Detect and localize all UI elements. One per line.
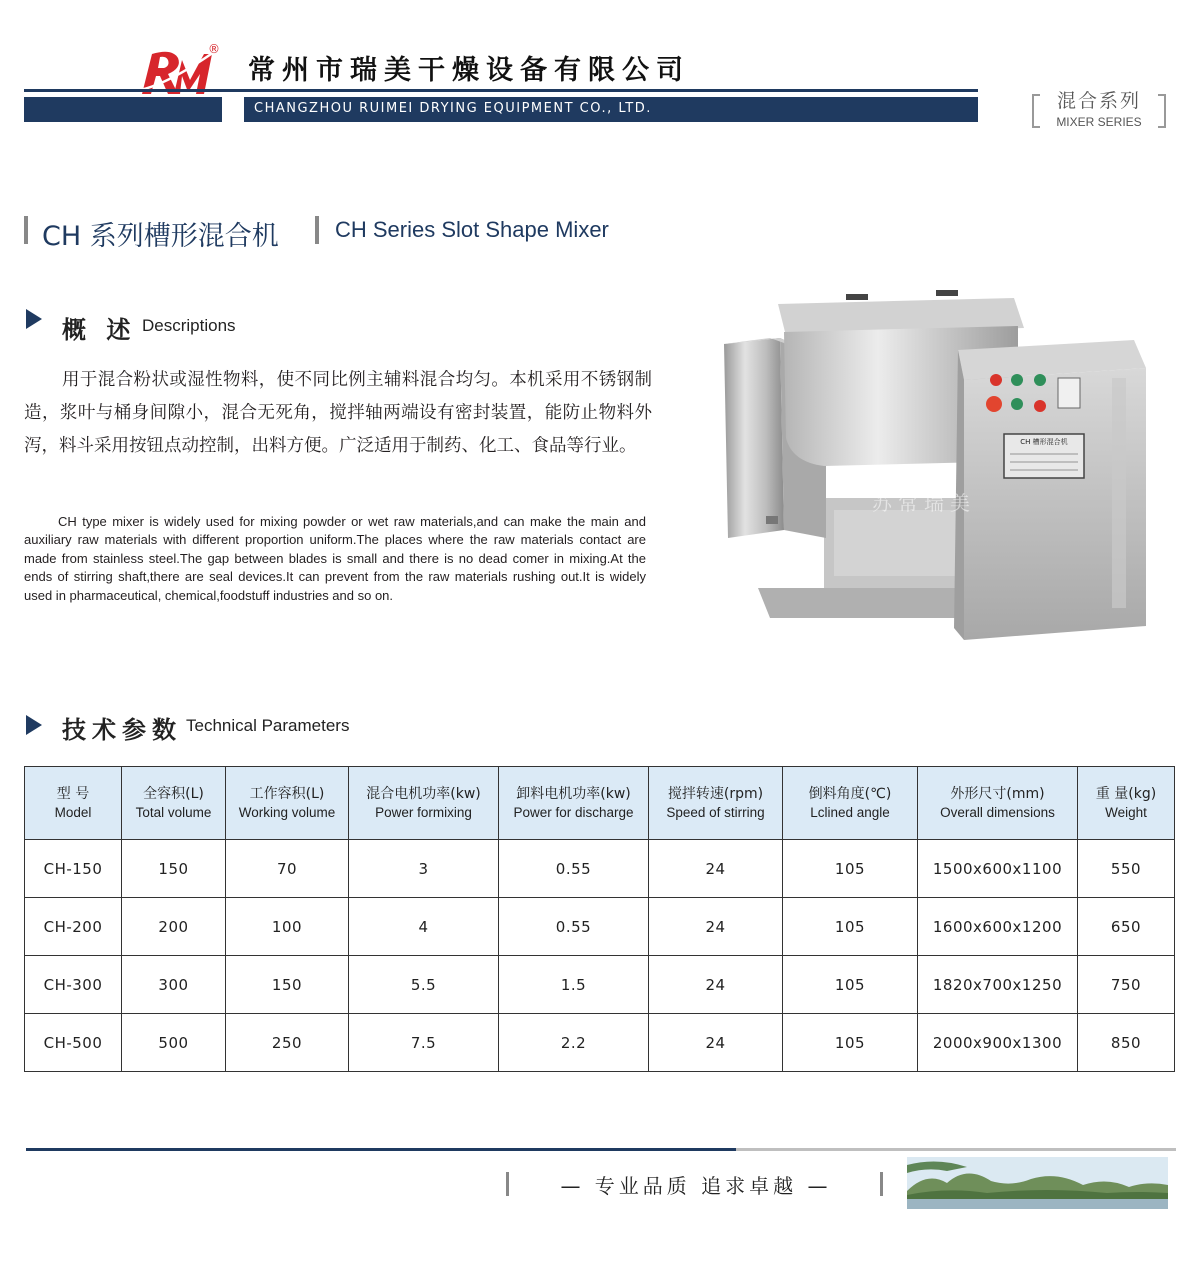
descriptions-heading-cn: 概 述	[62, 316, 137, 344]
table-cell: CH-150	[25, 840, 122, 898]
table-cell: 150	[226, 956, 349, 1014]
table-cell: 3	[349, 840, 499, 898]
column-header: 外形尺寸(mm) Overall dimensions	[918, 767, 1078, 840]
table-cell: 1600x600x1200	[918, 898, 1078, 956]
footer-line-dark	[26, 1148, 736, 1151]
description-text-en: CH type mixer is widely used for mixing powder or wet raw materials,and can make the main and auxiliary raw materials with different proportion uniform.The places where the raw materials contact are made from stainless steel.The gap between blades is small and there is no dead comer in mixing.At the ends of stirring shaft,there are seal devices.It can prevent from the raw materials rushing out.It is widely used in pharmaceutical, chemical,foodstuff industries and so on.	[24, 514, 646, 603]
table-cell: 0.55	[499, 840, 649, 898]
table-cell: 150	[122, 840, 226, 898]
table-cell: 0.55	[499, 898, 649, 956]
parameters-table	[24, 766, 1175, 1072]
table-cell: 24	[649, 956, 783, 1014]
table-cell: 1820x700x1250	[918, 956, 1078, 1014]
table-cell: 105	[783, 898, 918, 956]
registered-mark: ®	[208, 42, 220, 56]
column-header: 全容积(L) Total volume	[122, 767, 226, 840]
table-cell: 200	[122, 898, 226, 956]
company-name-en: CHANGZHOU RUIMEI DRYING EQUIPMENT CO., LTD.	[254, 101, 652, 116]
table-cell: 5.5	[349, 956, 499, 1014]
table-cell: 100	[226, 898, 349, 956]
footer-line-light	[736, 1148, 1176, 1151]
parameters-heading-en: Technical Parameters	[186, 716, 350, 735]
table-row	[25, 840, 1175, 898]
footer-separator-left	[506, 1172, 509, 1196]
page-title-en: CH Series Slot Shape Mixer	[335, 217, 609, 242]
table-cell: 750	[1078, 956, 1175, 1014]
company-name-cn: 常州市瑞美干燥设备有限公司	[248, 55, 690, 86]
table-cell: 300	[122, 956, 226, 1014]
table-cell: 250	[226, 1014, 349, 1072]
table-cell: 24	[649, 1014, 783, 1072]
column-header: 型 号 Model	[25, 767, 122, 840]
description-text-cn: 用于混合粉状或湿性物料，使不同比例主辅料混合均匀。本机采用不锈钢制造，浆叶与桶身间隙小，混合无死角，搅拌轴两端设有密封装置，能防止物料外泻，料斗采用按钮点动控制，出料方便。广泛适用于制药、化工、食品等行业。	[24, 370, 652, 456]
section-arrow-icon	[26, 715, 42, 735]
table-cell: CH-200	[25, 898, 122, 956]
table-cell: 7.5	[349, 1014, 499, 1072]
series-label-en: MIXER SERIES	[1056, 115, 1142, 129]
landscape-image	[907, 1157, 1168, 1209]
page-title-cn: CH 系列槽形混合机	[42, 221, 279, 252]
header-divider-line	[24, 89, 978, 92]
header-bar-left	[24, 97, 222, 122]
table-cell: 550	[1078, 840, 1175, 898]
table-cell: 105	[783, 1014, 918, 1072]
table-cell: 105	[783, 956, 918, 1014]
column-header: 工作容积(L) Working volume	[226, 767, 349, 840]
nameplate-text: CH 槽形混合机	[1020, 438, 1068, 446]
table-cell: 500	[122, 1014, 226, 1072]
table-cell: CH-300	[25, 956, 122, 1014]
table-cell: 105	[783, 840, 918, 898]
section-arrow-icon	[26, 309, 42, 329]
column-header: 重 量(kg) Weight	[1078, 767, 1175, 840]
footer-slogan: — 专业品质 追求卓越 —	[560, 1174, 832, 1198]
column-header: 倒料角度(℃) Lclined angle	[783, 767, 918, 840]
footer-separator-right	[880, 1172, 883, 1196]
table-header-row	[25, 767, 1175, 840]
table-cell: 70	[226, 840, 349, 898]
table-cell: 850	[1078, 1014, 1175, 1072]
table-row	[25, 898, 1175, 956]
table-row	[25, 956, 1175, 1014]
title-bar-middle	[315, 216, 319, 244]
watermark-text: 苏常瑞美	[872, 491, 976, 515]
mixer-machine-image	[714, 288, 1176, 650]
table-cell: 650	[1078, 898, 1175, 956]
descriptions-heading-en: Descriptions	[142, 316, 236, 335]
table-cell: 1500x600x1100	[918, 840, 1078, 898]
parameters-heading-cn: 技术参数	[62, 716, 182, 744]
table-cell: 24	[649, 898, 783, 956]
series-label	[1028, 84, 1170, 130]
table-cell: CH-500	[25, 1014, 122, 1072]
table-cell: 1.5	[499, 956, 649, 1014]
table-cell: 4	[349, 898, 499, 956]
column-header: 卸料电机功率(kw) Power for discharge	[499, 767, 649, 840]
series-label-cn: 混合系列	[1056, 90, 1141, 112]
table-cell: 24	[649, 840, 783, 898]
table-row	[25, 1014, 1175, 1072]
column-header: 混合电机功率(kw) Power formixing	[349, 767, 499, 840]
column-header: 搅拌转速(rpm) Speed of stirring	[649, 767, 783, 840]
title-bar-left	[24, 216, 28, 244]
table-cell: 2000x900x1300	[918, 1014, 1078, 1072]
table-cell: 2.2	[499, 1014, 649, 1072]
